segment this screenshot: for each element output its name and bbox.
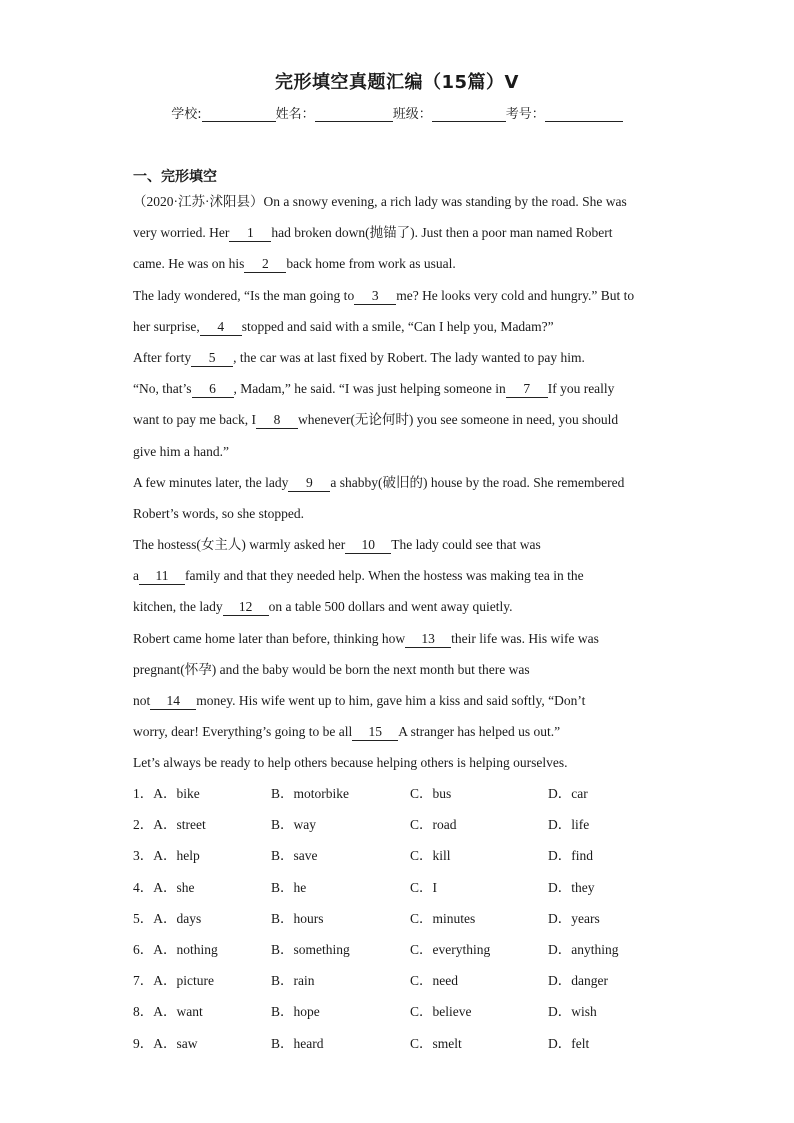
option-c[interactable]: C．road: [410, 817, 457, 833]
cloze-blank-6[interactable]: 6: [192, 381, 234, 398]
question-number: 4．: [133, 879, 154, 895]
passage-line: [133, 685, 673, 716]
passage-line: [133, 716, 673, 747]
option-d[interactable]: D．car: [548, 786, 588, 801]
passage-text: （2020·江苏·沭阳县）On a snowy evening, a rich lady was standing by the road. She was: [133, 194, 627, 209]
passage-text: whenever(无论何时) you see someone in need, you should: [297, 412, 619, 428]
option-d[interactable]: D．they: [548, 879, 595, 895]
cloze-blank-1[interactable]: 1: [229, 225, 271, 242]
passage-text: , Madam,” he said. “I was just helping someone in: [233, 381, 506, 397]
cloze-blank-12[interactable]: 12: [223, 599, 269, 616]
question-number: 3．: [133, 848, 154, 864]
option-a: A．want: [153, 1004, 203, 1020]
passage-text: A few minutes later, the lady: [133, 474, 289, 490]
passage-line: [133, 436, 673, 467]
option-a: A．she: [153, 879, 195, 895]
question-number-and-option-a[interactable]: [133, 778, 200, 809]
question-number: 1．: [133, 786, 154, 801]
option-d[interactable]: D．life: [548, 817, 590, 833]
passage-text: their life was. His wife was: [451, 630, 599, 646]
student-info-line: [0, 103, 794, 122]
option-b[interactable]: B．save: [271, 848, 318, 864]
passage-text: “No, that’s: [133, 381, 192, 397]
option-d[interactable]: D．wish: [548, 1004, 597, 1020]
passage-text: came. He was on his: [133, 256, 245, 272]
cloze-blank-13[interactable]: 13: [405, 631, 451, 648]
question-options-row: [133, 934, 693, 965]
cloze-blank-11[interactable]: 11: [139, 568, 185, 585]
passage-line: [133, 311, 673, 342]
passage-text: Robert’s words, so she stopped.: [133, 505, 304, 521]
name-label: 姓名：: [275, 107, 315, 122]
option-b[interactable]: B．motorbike: [271, 786, 349, 801]
option-a: A．saw: [153, 1035, 198, 1051]
passage-text: If you really: [547, 381, 615, 397]
passage-text: pregnant(怀孕) and the baby would be born the next month but there was: [133, 661, 530, 677]
option-d[interactable]: D．felt: [548, 1035, 590, 1051]
passage-text: A stranger has helped us out.”: [398, 724, 561, 740]
question-options-row: [133, 872, 693, 903]
page-title: 完形填空真题汇编（15篇）V: [275, 72, 519, 93]
question-number-and-option-a[interactable]: [133, 934, 218, 965]
option-c[interactable]: C．need: [410, 973, 458, 989]
option-a: A．nothing: [153, 941, 218, 957]
question-number: 2．: [133, 817, 154, 833]
cloze-blank-7[interactable]: 7: [506, 381, 548, 398]
passage-line: [133, 654, 673, 685]
question-number: 9．: [133, 1035, 154, 1051]
exam-no-blank: [545, 107, 623, 122]
passage-line: [133, 404, 673, 435]
question-number-and-option-a[interactable]: [133, 872, 195, 903]
question-number: 8．: [133, 1004, 154, 1020]
passage-text: The lady wondered, “Is the man going to: [133, 287, 355, 303]
option-d[interactable]: D．danger: [548, 973, 608, 989]
question-options-row: [133, 778, 693, 809]
cloze-blank-9[interactable]: 9: [288, 475, 330, 492]
cloze-blank-3[interactable]: 3: [354, 288, 396, 305]
section-heading: 一、完形填空: [133, 169, 217, 185]
passage-text: very worried. Her: [133, 225, 230, 241]
passage-line: [133, 591, 673, 622]
option-b[interactable]: B．way: [271, 817, 316, 833]
question-options-row: [133, 996, 693, 1027]
question-number: 6．: [133, 941, 154, 957]
answer-options: [133, 778, 693, 1059]
cloze-blank-2[interactable]: 2: [244, 256, 286, 273]
name-blank: [315, 107, 393, 122]
option-d[interactable]: D．years: [548, 910, 600, 926]
passage-line: [133, 498, 673, 529]
question-number-and-option-a[interactable]: [133, 1028, 198, 1059]
option-c[interactable]: C．everything: [410, 941, 491, 957]
question-number-and-option-a[interactable]: [133, 903, 201, 934]
question-options-row: [133, 809, 693, 840]
cloze-passage: [133, 186, 673, 779]
passage-text: The hostess(女主人) warmly asked her: [133, 537, 346, 553]
option-c[interactable]: C．minutes: [410, 910, 476, 926]
school-label: 学校:: [171, 107, 202, 122]
cloze-blank-10[interactable]: 10: [345, 537, 391, 554]
question-number: 5．: [133, 910, 154, 926]
passage-line: [133, 248, 673, 279]
question-number-and-option-a[interactable]: [133, 840, 200, 871]
option-d[interactable]: D．find: [548, 848, 593, 864]
passage-text: on a table 500 dollars and went away quietly.: [268, 599, 513, 615]
passage-text: , the car was at last fixed by Robert. The lady wanted to pay him.: [233, 349, 585, 365]
passage-text: back home from work as usual.: [286, 256, 456, 272]
passage-text: her surprise,: [133, 318, 200, 334]
passage-text: stopped and said with a smile, “Can I help you, Madam?”: [241, 318, 554, 334]
passage-text: a: [133, 568, 139, 584]
option-c[interactable]: C．I: [410, 879, 437, 895]
passage-text: kitchen, the lady: [133, 599, 223, 615]
option-d[interactable]: D．anything: [548, 941, 619, 957]
option-b[interactable]: B．he: [271, 879, 307, 895]
option-c[interactable]: C．bus: [410, 786, 452, 801]
passage-text: had broken down(抛锚了). Just then a poor man named Robert: [271, 225, 613, 241]
class-blank: [432, 107, 506, 122]
passage-text: worry, dear! Everything’s going to be all: [133, 724, 353, 740]
option-a: A．picture: [153, 973, 214, 989]
cloze-blank-14[interactable]: 14: [150, 693, 196, 710]
passage-text: a shabby(破旧的) house by the road. She remembered: [330, 474, 625, 490]
option-b[interactable]: B．hours: [271, 910, 324, 926]
passage-text: family and that they needed help. When the hostess was making tea in the: [185, 568, 584, 584]
option-c[interactable]: C．kill: [410, 848, 451, 864]
passage-line: [133, 186, 673, 217]
option-a: A．help: [153, 848, 200, 864]
passage-line: [133, 623, 673, 654]
passage-line: [133, 342, 673, 373]
question-options-row: [133, 903, 693, 934]
question-number-and-option-a[interactable]: [133, 996, 203, 1027]
option-b[interactable]: B．rain: [271, 973, 315, 989]
passage-text: want to pay me back, I: [133, 412, 256, 428]
question-number-and-option-a[interactable]: [133, 809, 206, 840]
passage-line: [133, 747, 673, 778]
class-label: 班级：: [392, 107, 432, 122]
passage-line: [133, 560, 673, 591]
cloze-blank-4[interactable]: 4: [200, 319, 242, 336]
question-options-row: [133, 965, 693, 996]
question-options-row: [133, 1028, 693, 1059]
cloze-blank-15[interactable]: 15: [352, 724, 398, 741]
question-options-row: [133, 840, 693, 871]
passage-line: [133, 217, 673, 248]
exam-no-label: 考号：: [505, 107, 545, 122]
passage-text: give him a hand.”: [133, 443, 229, 459]
passage-text: The lady could see that was: [391, 537, 541, 553]
passage-text: money. His wife went up to him, gave him a kiss and said softly, “Don’t: [196, 693, 586, 708]
cloze-blank-8[interactable]: 8: [256, 412, 298, 429]
passage-text: Robert came home later than before, thinking how: [133, 630, 406, 646]
passage-text: not: [133, 693, 151, 708]
passage-line: [133, 280, 673, 311]
passage-text: me? He looks very cold and hungry.” But to: [396, 287, 635, 303]
question-number: 7．: [133, 973, 154, 989]
option-c[interactable]: C．smelt: [410, 1035, 462, 1051]
option-a: A．bike: [153, 786, 200, 801]
option-b[interactable]: B．something: [271, 941, 350, 957]
passage-text: After forty: [133, 349, 192, 365]
school-blank: [202, 107, 276, 122]
question-number-and-option-a[interactable]: [133, 965, 214, 996]
option-c[interactable]: C．believe: [410, 1004, 472, 1020]
passage-line: [133, 373, 673, 404]
option-a: A．street: [153, 817, 206, 833]
option-b[interactable]: B．heard: [271, 1035, 324, 1051]
passage-text: Let’s always be ready to help others because helping others is helping ourselves.: [133, 755, 568, 771]
option-b[interactable]: B．hope: [271, 1004, 320, 1020]
passage-line: [133, 467, 673, 498]
cloze-blank-5[interactable]: 5: [191, 350, 233, 367]
passage-line: [133, 529, 673, 560]
option-a: A．days: [153, 910, 202, 926]
